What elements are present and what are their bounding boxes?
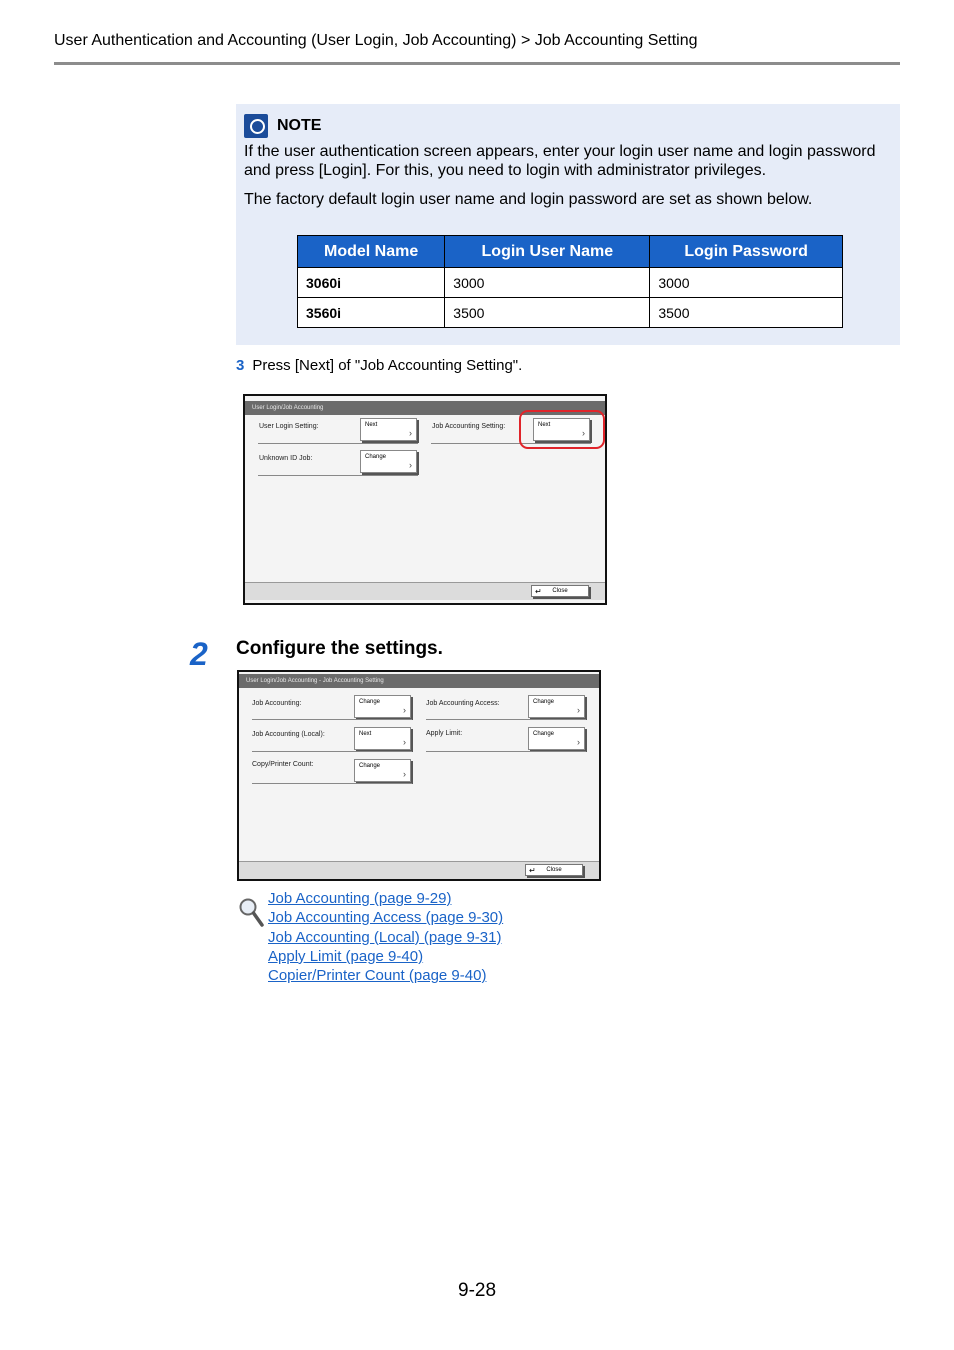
chevron-right-icon: › xyxy=(577,737,580,747)
button-label: Change xyxy=(533,731,555,737)
user-login-setting-label: User Login Setting: xyxy=(259,423,319,430)
chevron-right-icon: › xyxy=(409,460,412,470)
page-header-breadcrumb: User Authentication and Accounting (User Login, Job Accounting) > Job Accounting Setting xyxy=(54,32,698,49)
login-password-cell: 3000 xyxy=(650,268,843,298)
login-password-cell: 3500 xyxy=(650,298,843,328)
note-paragraph-1: If the user authentication screen appears, enter your login user name and login password and press [Login]. For this, you need to login with administrator privileges. xyxy=(244,143,876,179)
close-button[interactable] xyxy=(531,585,589,597)
note-box xyxy=(236,104,900,345)
step-2-number: 2 xyxy=(190,636,208,672)
step-text: Press [Next] of "Job Accounting Setting". xyxy=(252,357,523,374)
step-3-instruction xyxy=(236,357,522,374)
close-button[interactable] xyxy=(525,864,583,876)
button-label: Change xyxy=(365,454,387,460)
button-label: Close xyxy=(552,588,568,594)
divider xyxy=(252,719,412,720)
button-label: Next xyxy=(365,422,378,428)
login-user-name-cell: 3000 xyxy=(445,268,650,298)
page-number: 9-28 xyxy=(458,1280,497,1301)
link-job-accounting-local[interactable]: Job Accounting (Local) (page 9-31) xyxy=(268,928,502,946)
divider xyxy=(258,443,418,444)
unknown-id-job-label: Unknown ID Job: xyxy=(259,455,313,462)
login-user-name-cell: 3500 xyxy=(445,298,650,328)
magnifier-icon xyxy=(238,897,264,927)
note-paragraph-2: The factory default login user name and login password are set as shown below. xyxy=(244,191,813,208)
step-2-title: Configure the settings. xyxy=(236,638,443,659)
model-name-cell: 3560i xyxy=(298,298,445,328)
divider xyxy=(426,719,586,720)
note-icon xyxy=(244,114,268,138)
link-job-accounting[interactable]: Job Accounting (page 9-29) xyxy=(268,890,452,907)
job-accounting-access-label: Job Accounting Access: xyxy=(426,700,500,707)
return-icon: ↵ xyxy=(535,587,542,596)
job-accounting-setting-screen xyxy=(237,670,601,881)
button-label: Change xyxy=(533,699,555,705)
link-apply-limit[interactable]: Apply Limit (page 9-40) xyxy=(268,947,424,965)
button-label: Next xyxy=(359,731,372,737)
link-copier-printer-count[interactable]: Copier/Printer Count (page 9-40) xyxy=(268,967,487,985)
table-row xyxy=(298,298,843,328)
chevron-right-icon: › xyxy=(403,737,406,747)
divider xyxy=(252,783,412,784)
button-label: Next xyxy=(538,422,551,428)
related-links xyxy=(268,889,503,985)
button-label: Change xyxy=(359,763,381,769)
copy-printer-count-change-button[interactable] xyxy=(354,759,411,782)
model-name-cell: 3060i xyxy=(298,268,445,298)
unknown-id-change-button[interactable] xyxy=(360,450,417,473)
chevron-right-icon: › xyxy=(577,705,580,715)
return-icon: ↵ xyxy=(529,866,536,875)
divider xyxy=(258,475,418,476)
user-login-next-button[interactable] xyxy=(360,418,417,441)
job-accounting-setting-label: Job Accounting Setting: xyxy=(432,423,506,430)
link-job-accounting-access[interactable]: Job Accounting Access (page 9-30) xyxy=(268,909,504,927)
chevron-right-icon: › xyxy=(409,428,412,438)
chevron-right-icon: › xyxy=(403,705,406,715)
chevron-right-icon: › xyxy=(403,769,406,779)
step-number: 3 xyxy=(236,357,245,374)
column-header: Model Name xyxy=(298,236,445,268)
column-header: Login User Name xyxy=(445,236,650,268)
highlight-ring xyxy=(519,410,605,449)
default-login-table xyxy=(297,235,843,328)
column-header: Login Password xyxy=(650,236,843,268)
note-title: NOTE xyxy=(277,117,322,134)
apply-limit-label: Apply Limit: xyxy=(426,730,463,737)
screen-footer xyxy=(245,582,605,600)
button-label: Change xyxy=(359,699,381,705)
divider xyxy=(426,751,586,752)
job-accounting-change-button[interactable] xyxy=(354,695,411,718)
job-accounting-local-next-button[interactable] xyxy=(354,727,411,750)
job-accounting-local-label: Job Accounting (Local): xyxy=(252,731,325,738)
user-login-job-accounting-screen xyxy=(243,394,607,605)
chevron-right-icon: › xyxy=(582,428,585,438)
screen-footer xyxy=(239,861,599,879)
copy-printer-count-label: Copy/Printer Count: xyxy=(252,761,314,768)
table-row xyxy=(298,268,843,298)
button-label: Close xyxy=(546,867,562,873)
header-divider xyxy=(54,62,900,65)
job-accounting-label: Job Accounting: xyxy=(252,700,302,707)
divider xyxy=(252,751,412,752)
job-accounting-access-change-button[interactable] xyxy=(528,695,585,718)
screen-title: User Login/Job Accounting - Job Accounting Setting xyxy=(239,674,599,688)
table-header-row xyxy=(298,236,843,268)
apply-limit-change-button[interactable] xyxy=(528,727,585,750)
screen-title: User Login/Job Accounting xyxy=(245,401,605,415)
